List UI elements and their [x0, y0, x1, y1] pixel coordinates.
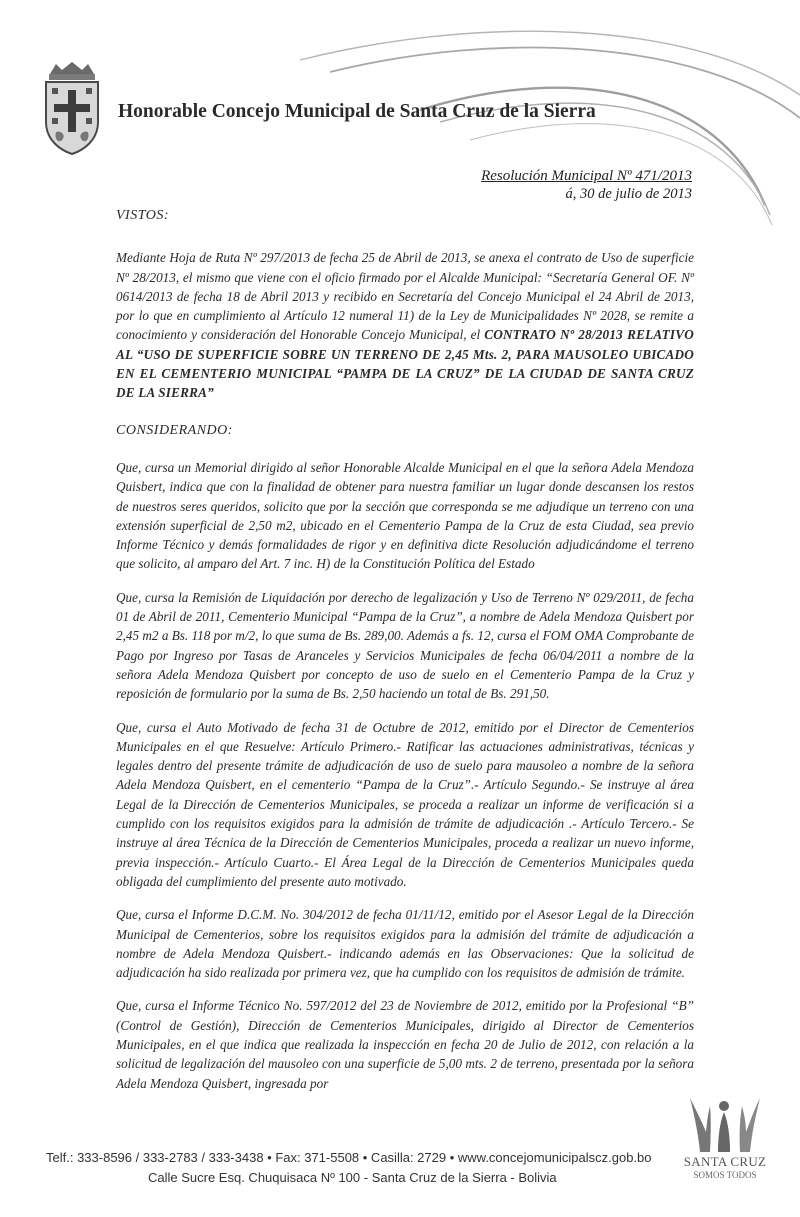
organization-title: Honorable Concejo Municipal de Santa Cruz de la Sierra — [118, 101, 596, 122]
considerando-paragraph-4: Que, cursa el Informe D.C.M. No. 304/2012 de fecha 01/11/12, emitido por el Asesor Legal de la Dirección Municipal de Cementerios, sobre los requisitos exigidos para la admisión del trámite de adjudicación a nombre de Adela Mendoza Quisbert.- indicando además en las Observaciones: Que la solicitud de adjudicación ha sido realizada por primera vez, que ha cumplido con los requisitos de admisión de trámite. — [116, 907, 694, 981]
people-figures-icon — [680, 1092, 770, 1154]
coat-of-arms-icon — [40, 60, 104, 156]
contract-title: CONTRATO Nº 28/2013 RELATIVO AL “USO DE SUPERFICIE SOBRE UN TERRENO DE 2,45 Mts. 2, PARA MAUSOLEO UBICADO EN EL CEMENTERIO MUNICIPAL “PAMPA DE LA CRUZ” DE LA CIUDAD DE SANTA CRUZ DE LA SIERRA” — [116, 327, 694, 401]
resolution-number: Resolución Municipal Nº 471/2013 — [481, 168, 692, 184]
vistos-heading: VISTOS: — [116, 208, 170, 223]
logo-brand-text: SANTA CRUZ — [683, 1154, 767, 1169]
footer-address: Calle Sucre Esq. Chuquisaca Nº 100 - Santa Cruz de la Sierra - Bolivia — [148, 1170, 557, 1185]
document-body — [116, 206, 694, 1107]
vistos-text: Mediante Hoja de Ruta Nº 297/2013 de fecha 25 de Abril de 2013, se anexa el contrato de Uso de superficie Nº 28/2013, el mismo que viene con el oficio firmado por el Alcalde Municipal: “Secretaría General OF. Nº 0614/2013 de fecha 18 de Abril 2013 y recibido en Secretaría del Concejo Municipal el 24 Abril de 2013, por lo que en cumplimiento al Artículo 12 numeral 11) de la Ley de Municipalidades Nº 2028, se remite a conocimiento y consideración del Honorable Concejo Municipal, el — [116, 250, 694, 343]
considerando-paragraph-2: Que, cursa la Remisión de Liquidación por derecho de legalización y Uso de Terreno Nº 029/2011, de fecha 01 de Abril de 2011, Cementerio Municipal “Pampa de la Cruz”, a nombre de Adela Mendoza Quisbert por 2,45 m2 a Bs. 118 por m/2, lo que suma de Bs. 289,00. Además a fs. 12, cursa el FOM OMA Comprobante de Pago por Ingreso por Tasas de Aranceles y Servicios Municipales de fecha 06/04/2011 a nombre de la señora Adela Mendoza Quisbert por concepto de uso de suelo en el Cementerio Pampa de la Cruz y reposición de formulario por la suma de Bs. 2,50 haciendo un total de Bs. 291,50. — [116, 589, 694, 702]
considerando-paragraph-3: Que, cursa el Auto Motivado de fecha 31 de Octubre de 2012, emitido por el Director de Cementerios Municipales en el que Resuelve: Artículo Primero.- Ratificar las actuaciones administrativas, técnicas y legales dentro del presente trámite de adjudicación de uso de suelo para mausoleo a nombre de la señora Adela Mendoza Quisbert, en el cementerio “Pampa de la Cruz”.- Artículo Segundo.- Se instruye al área Legal de la Dirección de Cementerios Municipales, se proceda a realizar un informe de verificación si a cumplido con los requisitos exigidos para la admisión de trámite de adjudicación .- Artículo Tercero.- Se instruye al área Técnica de la Dirección de Cementerios Municipales, proceda a realizar un nuevo informe, previa inspección.- Artículo Cuarto.- El Área Legal de la Dirección de Cementerios Municipales queda obligada del cumplimiento del presente auto motivado. — [116, 719, 694, 889]
resolution-date: á, 30 de julio de 2013 — [565, 186, 692, 202]
considerando-paragraph-5: Que, cursa el Informe Técnico No. 597/2012 del 23 de Noviembre de 2012, emitido por la Profesional “B” (Control de Gestión), Dirección de Cementerios Municipales, dirigido al Director de Cementerios Municipales, en el que indica que realizada la inspección en fecha 20 de Julio de 2012, con relación a la solicitud de legalización del mausoleo con una superficie de 5,00 mts. 2 de terreno, presentada por la señora Adela Mendoza Quisbert, ingresada por — [116, 998, 694, 1091]
santa-cruz-logo — [680, 1092, 770, 1210]
vistos-paragraph — [116, 248, 694, 402]
considerando-heading: CONSIDERANDO: — [116, 422, 233, 438]
considerando-paragraph-1: Que, cursa un Memorial dirigido al señor Honorable Alcalde Municipal en el que la señora Adela Mendoza Quisbert, indica que con la finalidad de obtener para nuestra familiar un lugar donde descansen los restos de nuestros seres queridos, solicito que por la sección que corresponda se me adjudique un terreno con una extensión superficial de 2,50 m2, ubicado en el Cementerio Pampa de la Cruz de esta Ciudad, sea previo Informe Técnico y demás formalidades de rigor y en definitiva dicte Resolución adjudicándome el terreno que solicito, al amparo del Art. 7 inc. H) de la Constitución Política del Estado — [116, 459, 694, 572]
logo-tagline: SOMOS TODOS — [693, 1170, 757, 1180]
footer-contact: Telf.: 333-8596 / 333-2783 / 333-3438 • Fax: 371-5508 • Casilla: 2729 • www.concejomunicipalscz.gob.bo — [46, 1150, 652, 1165]
resolution-block — [481, 168, 692, 203]
